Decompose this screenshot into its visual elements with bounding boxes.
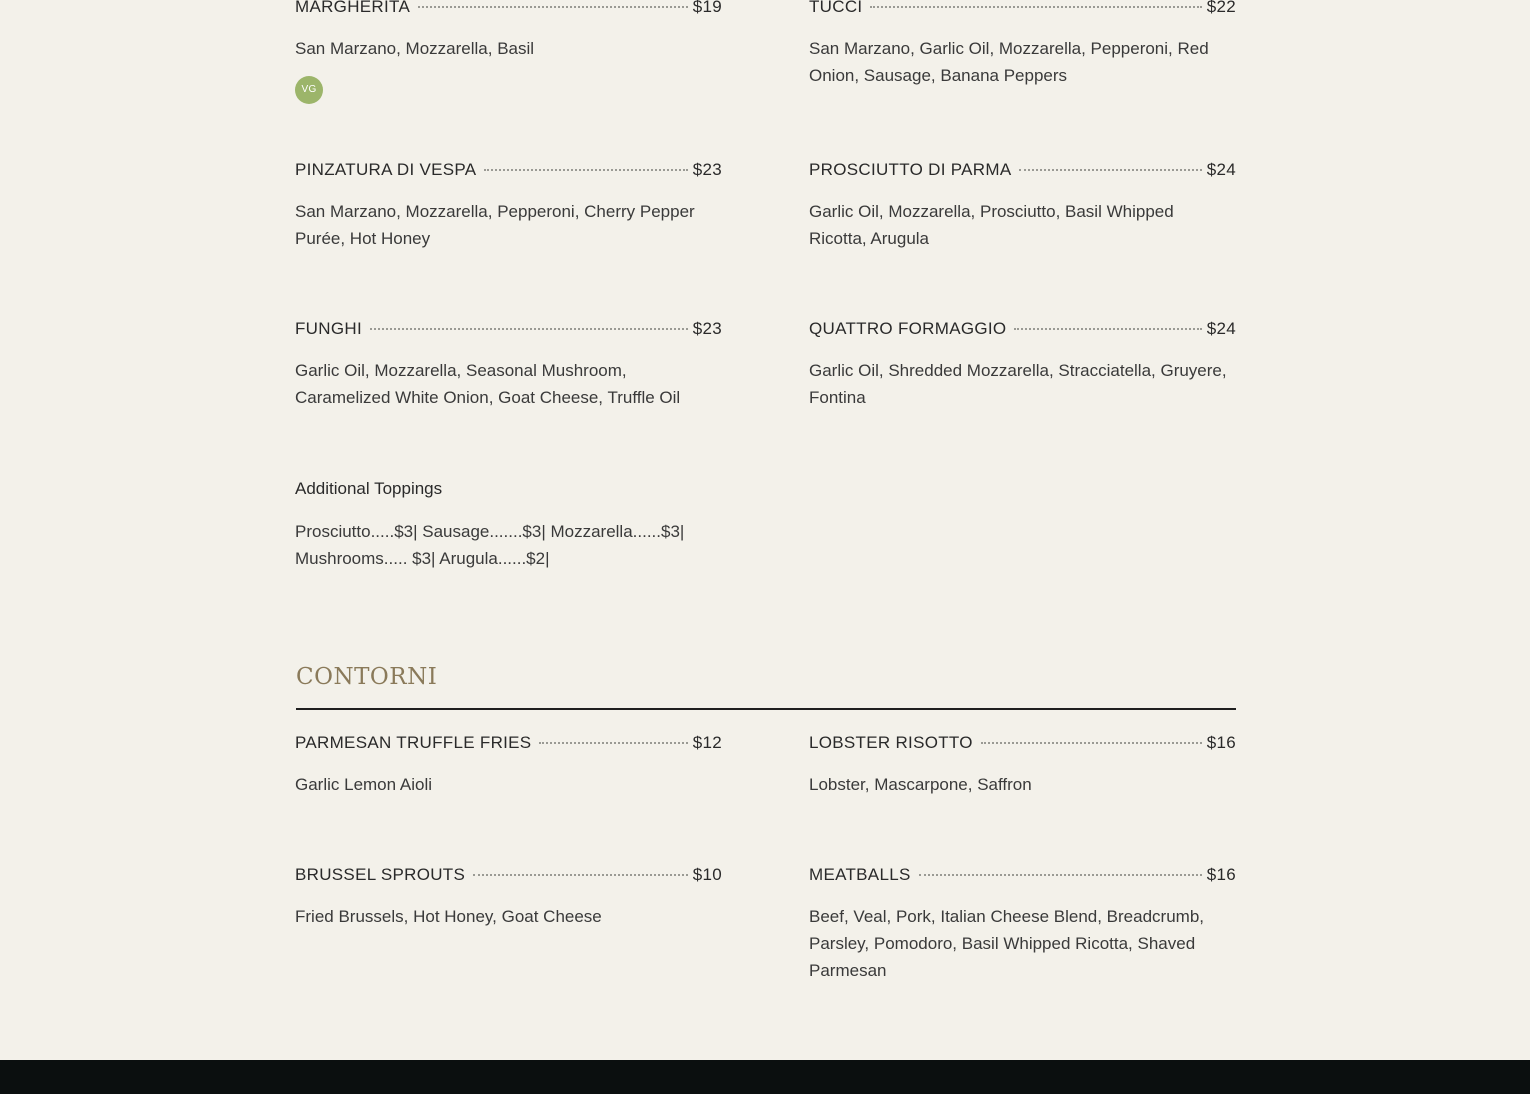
section-title-contorni: CONTORNI	[296, 664, 438, 690]
menu-item-price: $22	[1206, 0, 1236, 16]
menu-item-price: $23	[692, 319, 722, 338]
menu-item-description: Fried Brussels, Hot Honey, Goat Cheese	[295, 907, 602, 926]
menu-item-name: QUATTRO FORMAGGIO	[809, 319, 1007, 338]
dot-leader	[473, 874, 688, 876]
menu-item-pinzatura-di-vespa	[295, 160, 722, 252]
menu-item-name: PARMESAN TRUFFLE FRIES	[295, 733, 532, 752]
menu-item-tucci	[809, 0, 1236, 89]
menu-item-header	[809, 319, 1236, 339]
menu-item-price: $12	[692, 733, 722, 752]
menu-item-price: $23	[692, 160, 722, 179]
menu-item-header	[295, 0, 722, 17]
menu-item-description: Lobster, Mascarpone, Saffron	[809, 775, 1032, 794]
menu-item-quattro-formaggio	[809, 319, 1236, 411]
dot-leader	[370, 328, 688, 330]
menu-item-header	[809, 0, 1236, 17]
dot-leader	[981, 742, 1202, 744]
menu-item-price: $24	[1206, 160, 1236, 179]
menu-item-name: PROSCIUTTO DI PARMA	[809, 160, 1012, 179]
menu-item-header	[809, 160, 1236, 180]
menu-item-header	[295, 733, 722, 753]
menu-item-description: San Marzano, Garlic Oil, Mozzarella, Pepperoni, Red Onion, Sausage, Banana Peppers	[809, 39, 1209, 85]
footer-bar	[0, 1060, 1530, 1094]
menu-item-header	[295, 160, 722, 180]
menu-item-parmesan-truffle-fries	[295, 733, 722, 798]
menu-item-meatballs	[809, 865, 1236, 984]
menu-item-price: $24	[1206, 319, 1236, 338]
dot-leader	[1014, 328, 1201, 330]
menu-item-name: FUNGHI	[295, 319, 362, 338]
menu-item-name: TUCCI	[809, 0, 863, 16]
menu-item-name: MEATBALLS	[809, 865, 911, 884]
menu-item-price: $10	[692, 865, 722, 884]
menu-item-prosciutto-di-parma	[809, 160, 1236, 252]
menu-item-description: Garlic Oil, Mozzarella, Prosciutto, Basil Whipped Ricotta, Arugula	[809, 202, 1174, 248]
dot-leader	[418, 6, 688, 8]
dot-leader	[870, 6, 1201, 8]
menu-item-margherita	[295, 0, 722, 62]
menu-item-brussel-sprouts	[295, 865, 722, 930]
menu-item-funghi	[295, 319, 722, 411]
section-divider	[296, 708, 1236, 710]
menu-item-description: Garlic Oil, Shredded Mozzarella, Stracciatella, Gruyere, Fontina	[809, 361, 1227, 407]
dot-leader	[539, 742, 687, 744]
menu-item-lobster-risotto	[809, 733, 1236, 798]
menu-item-price: $19	[692, 0, 722, 16]
menu-item-price: $16	[1206, 733, 1236, 752]
menu-item-header	[809, 733, 1236, 753]
menu-item-description: Garlic Oil, Mozzarella, Seasonal Mushroom, Caramelized White Onion, Goat Cheese, Truffle Oil	[295, 361, 681, 407]
menu-item-name: PINZATURA DI VESPA	[295, 160, 477, 179]
menu-item-header	[809, 865, 1236, 885]
menu-item-name: BRUSSEL SPROUTS	[295, 865, 466, 884]
menu-item-name: LOBSTER RISOTTO	[809, 733, 973, 752]
menu-item-description: Garlic Lemon Aioli	[295, 775, 433, 794]
dot-leader	[484, 169, 687, 171]
dot-leader	[1019, 169, 1201, 171]
menu-item-name: MARGHERITA	[295, 0, 411, 16]
menu-item-price: $16	[1206, 865, 1236, 884]
additional-toppings	[295, 479, 725, 572]
toppings-list: Prosciutto.....$3| Sausage.......$3| Mozzarella......$3| Mushrooms..... $3| Arugula......$2|	[295, 522, 685, 568]
toppings-title: Additional Toppings	[295, 479, 443, 498]
menu-item-description: Beef, Veal, Pork, Italian Cheese Blend, Breadcrumb, Parsley, Pomodoro, Basil Whipped Ricotta, Shaved Parmesan	[809, 907, 1205, 980]
menu-item-header	[295, 319, 722, 339]
menu-item-description: San Marzano, Mozzarella, Basil	[295, 39, 535, 58]
menu-item-description: San Marzano, Mozzarella, Pepperoni, Cherry Pepper Purée, Hot Honey	[295, 202, 695, 248]
dot-leader	[919, 874, 1202, 876]
vegetarian-badge-icon: VG	[295, 76, 323, 104]
menu-item-header	[295, 865, 722, 885]
